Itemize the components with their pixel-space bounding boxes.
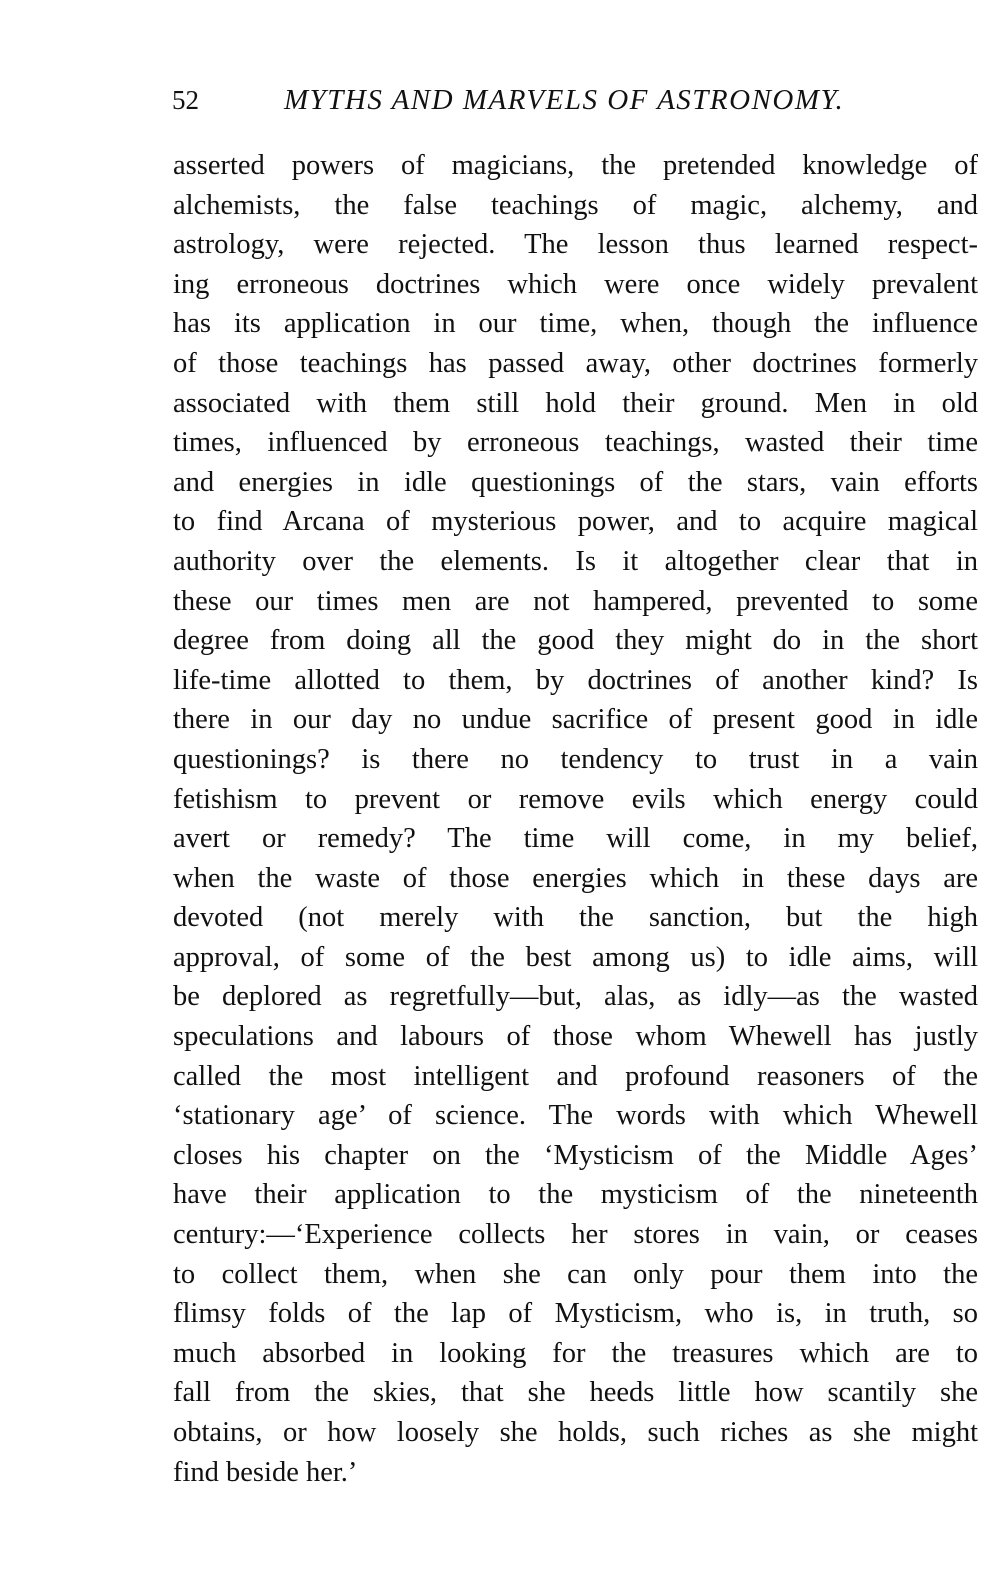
text-line: has its application in our time, when, though the influence bbox=[173, 308, 978, 340]
text-line: to collect them, when she can only pour them into the bbox=[173, 1258, 978, 1290]
text-line: fall from the skies, that she heeds little how scantily she bbox=[173, 1377, 978, 1409]
text-line: these our times men are not hampered, prevented to some bbox=[173, 585, 978, 617]
text-line: ing erroneous doctrines which were once widely prevalent bbox=[173, 268, 978, 300]
text-line: of those teachings has passed away, other doctrines formerly bbox=[173, 347, 978, 379]
running-head bbox=[172, 80, 892, 120]
text-line: called the most intelligent and profound reasoners of the bbox=[173, 1060, 978, 1092]
text-line: when the waste of those energies which in these days are bbox=[173, 862, 978, 894]
text-line: and energies in idle questionings of the stars, vain efforts bbox=[173, 466, 978, 498]
text-line: associated with them still hold their ground. Men in old bbox=[173, 387, 978, 419]
text-line: approval, of some of the best among us) to idle aims, will bbox=[173, 941, 978, 973]
text-line: speculations and labours of those whom Whewell has justly bbox=[173, 1021, 978, 1053]
text-line: there in our day no undue sacrifice of present good in idle bbox=[173, 704, 978, 736]
text-line: be deplored as regretfully—but, alas, as idly—as the wasted bbox=[173, 981, 978, 1013]
text-line: devoted (not merely with the sanction, but the high bbox=[173, 902, 978, 934]
text-line: astrology, were rejected. The lesson thus learned respect- bbox=[173, 229, 978, 261]
page-number: 52 bbox=[172, 85, 199, 115]
text-line: alchemists, the false teachings of magic, alchemy, and bbox=[173, 189, 978, 221]
text-line: fetishism to prevent or remove evils which energy could bbox=[173, 783, 978, 815]
text-line: questionings? is there no tendency to trust in a vain bbox=[173, 743, 978, 775]
text-line: degree from doing all the good they might do in the short bbox=[173, 625, 978, 657]
body-text bbox=[173, 146, 978, 1492]
running-title: MYTHS AND MARVELS OF ASTRONOMY. bbox=[284, 84, 845, 116]
text-line: avert or remedy? The time will come, in my belief, bbox=[173, 823, 978, 855]
text-line: obtains, or how loosely she holds, such riches as she might bbox=[173, 1417, 978, 1448]
text-line: times, influenced by erroneous teachings, wasted their time bbox=[173, 427, 978, 459]
text-line-last: find beside her.’ bbox=[173, 1456, 358, 1488]
text-line: ‘stationary age’ of science. The words with which Whewell bbox=[173, 1100, 978, 1132]
text-line: closes his chapter on the ‘Mysticism of the Middle Ages’ bbox=[173, 1139, 978, 1171]
text-line: have their application to the mysticism of the nineteenth bbox=[173, 1179, 978, 1211]
text-line: authority over the elements. Is it altogether clear that in bbox=[173, 545, 978, 577]
text-line: much absorbed in looking for the treasures which are to bbox=[173, 1337, 978, 1369]
text-line: life-time allotted to them, by doctrines of another kind? Is bbox=[173, 664, 978, 696]
text-line: century:—‘Experience collects her stores in vain, or ceases bbox=[173, 1219, 978, 1251]
text-line: flimsy folds of the lap of Mysticism, who is, in truth, so bbox=[173, 1298, 978, 1330]
text-line: asserted powers of magicians, the pretended knowledge of bbox=[173, 150, 978, 181]
text-line: to find Arcana of mysterious power, and to acquire magical bbox=[173, 506, 978, 538]
